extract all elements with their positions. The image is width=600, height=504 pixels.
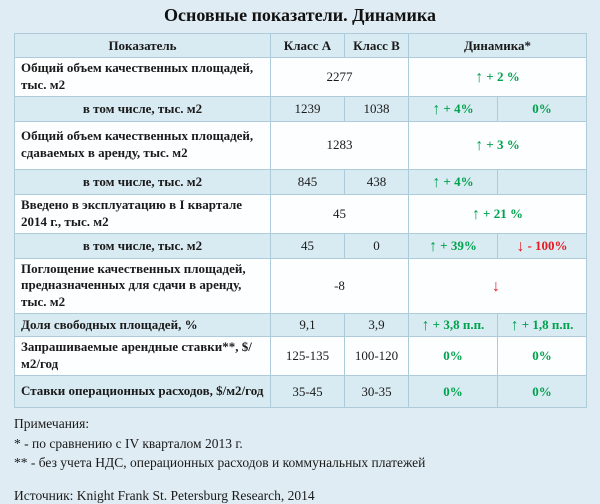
table-row-opex (15, 376, 587, 408)
table-row-leasable-stock (15, 121, 587, 169)
up-arrow-icon: ↑ (429, 237, 438, 255)
up-arrow-icon: ↑ (421, 317, 430, 335)
source-line: Источник: Knight Frank St. Petersburg Research, 2014 (14, 487, 315, 503)
row-dynamics-b (498, 337, 587, 376)
down-arrow-icon: ↓ (492, 277, 500, 295)
dynamics-text: + 3,8 п.п. (432, 317, 485, 333)
notes-heading: Примечания: (14, 416, 90, 432)
dynamics-text: + 3 % (486, 137, 520, 153)
dynamics-text: 0% (532, 348, 552, 364)
table-row-total-stock-split (15, 96, 587, 121)
table-row-absorption (15, 258, 587, 314)
row-dynamics-a (409, 337, 498, 376)
row-label: в том числе, тыс. м2 (15, 169, 271, 194)
row-dynamics (409, 258, 587, 314)
row-value-a: 125-135 (271, 337, 345, 376)
notes-block (14, 414, 586, 473)
row-dynamics-a (409, 96, 498, 121)
row-value-b: 1038 (345, 96, 409, 121)
row-value-a: 35-45 (271, 376, 345, 408)
note-quarter-comparison: * - по сравнению с IV кварталом 2013 г. (14, 435, 243, 451)
table-row-total-stock (15, 58, 587, 97)
row-label: Введено в эксплуатацию в I квартале 2014 г., тыс. м2 (15, 194, 271, 233)
page-title: Основные показатели. Динамика (164, 5, 436, 25)
row-label: Общий объем качественных площадей, тыс. м2 (15, 58, 271, 97)
dynamics-text: + 2 % (486, 68, 520, 84)
row-label: Поглощение качественных площадей, предназначенных для сдачи в аренду, тыс. м2 (15, 258, 271, 314)
row-value-b: 0 (345, 233, 409, 258)
col-header-class-a: Класс А (271, 34, 345, 58)
table-row-vacancy (15, 314, 587, 337)
row-value-a: 845 (271, 169, 345, 194)
up-arrow-icon: ↑ (472, 205, 481, 223)
row-dynamics-b (498, 376, 587, 408)
dynamics-text: 0% (443, 348, 463, 364)
dynamics-text: + 21 % (483, 205, 523, 221)
dynamics-text: + 4% (443, 173, 474, 189)
down-arrow-icon: ↓ (516, 237, 525, 255)
indicators-table (14, 33, 587, 408)
row-dynamics-b (498, 233, 587, 258)
row-label: Доля свободных площадей, % (15, 314, 271, 337)
row-dynamics-a (409, 169, 498, 194)
row-value-a: 45 (271, 233, 345, 258)
row-value: 2277 (271, 58, 409, 97)
note-vat-exclusion: ** - без учета НДС, операционных расходов и коммунальных платежей (14, 455, 426, 471)
col-header-class-b: Класс В (345, 34, 409, 58)
table-header-row (15, 34, 587, 58)
row-dynamics-a (409, 233, 498, 258)
table-row-delivered (15, 194, 587, 233)
row-dynamics-b-empty (498, 169, 587, 194)
row-value-b: 100-120 (345, 337, 409, 376)
row-value: 45 (271, 194, 409, 233)
row-label: Запрашиваемые арендные ставки**, $/м2/год (15, 337, 271, 376)
row-dynamics (409, 194, 587, 233)
up-arrow-icon: ↑ (432, 173, 441, 191)
col-header-indicator: Показатель (15, 34, 271, 58)
dynamics-text: + 39% (440, 237, 477, 253)
col-header-dynamics: Динамика* (409, 34, 587, 58)
row-dynamics-a (409, 314, 498, 337)
row-label: Ставки операционных расходов, $/м2/год (15, 376, 271, 408)
row-value: -8 (271, 258, 409, 314)
row-dynamics-b (498, 96, 587, 121)
up-arrow-icon: ↑ (475, 137, 484, 155)
dynamics-text: + 4% (443, 100, 474, 116)
row-value-a: 1239 (271, 96, 345, 121)
dynamics-text: 0% (532, 100, 552, 116)
dynamics-text: 0% (443, 383, 463, 399)
row-value-b: 438 (345, 169, 409, 194)
row-dynamics-a (409, 376, 498, 408)
table-row-asking-rents (15, 337, 587, 376)
row-dynamics (409, 121, 587, 169)
row-value-a: 9,1 (271, 314, 345, 337)
row-dynamics-b (498, 314, 587, 337)
row-label: Общий объем качественных площадей, сдаваемых в аренду, тыс. м2 (15, 121, 271, 169)
up-arrow-icon: ↑ (432, 100, 441, 118)
row-value: 1283 (271, 121, 409, 169)
dynamics-text: 0% (532, 383, 552, 399)
dynamics-text: - 100% (527, 237, 568, 253)
up-arrow-icon: ↑ (475, 68, 484, 86)
up-arrow-icon: ↑ (510, 317, 519, 335)
row-label: в том числе, тыс. м2 (15, 233, 271, 258)
dynamics-text: + 1,8 п.п. (521, 317, 574, 333)
row-value-b: 30-35 (345, 376, 409, 408)
table-row-delivered-split (15, 233, 587, 258)
row-value-b: 3,9 (345, 314, 409, 337)
row-label: в том числе, тыс. м2 (15, 96, 271, 121)
row-dynamics (409, 58, 587, 97)
table-row-leasable-stock-split (15, 169, 587, 194)
